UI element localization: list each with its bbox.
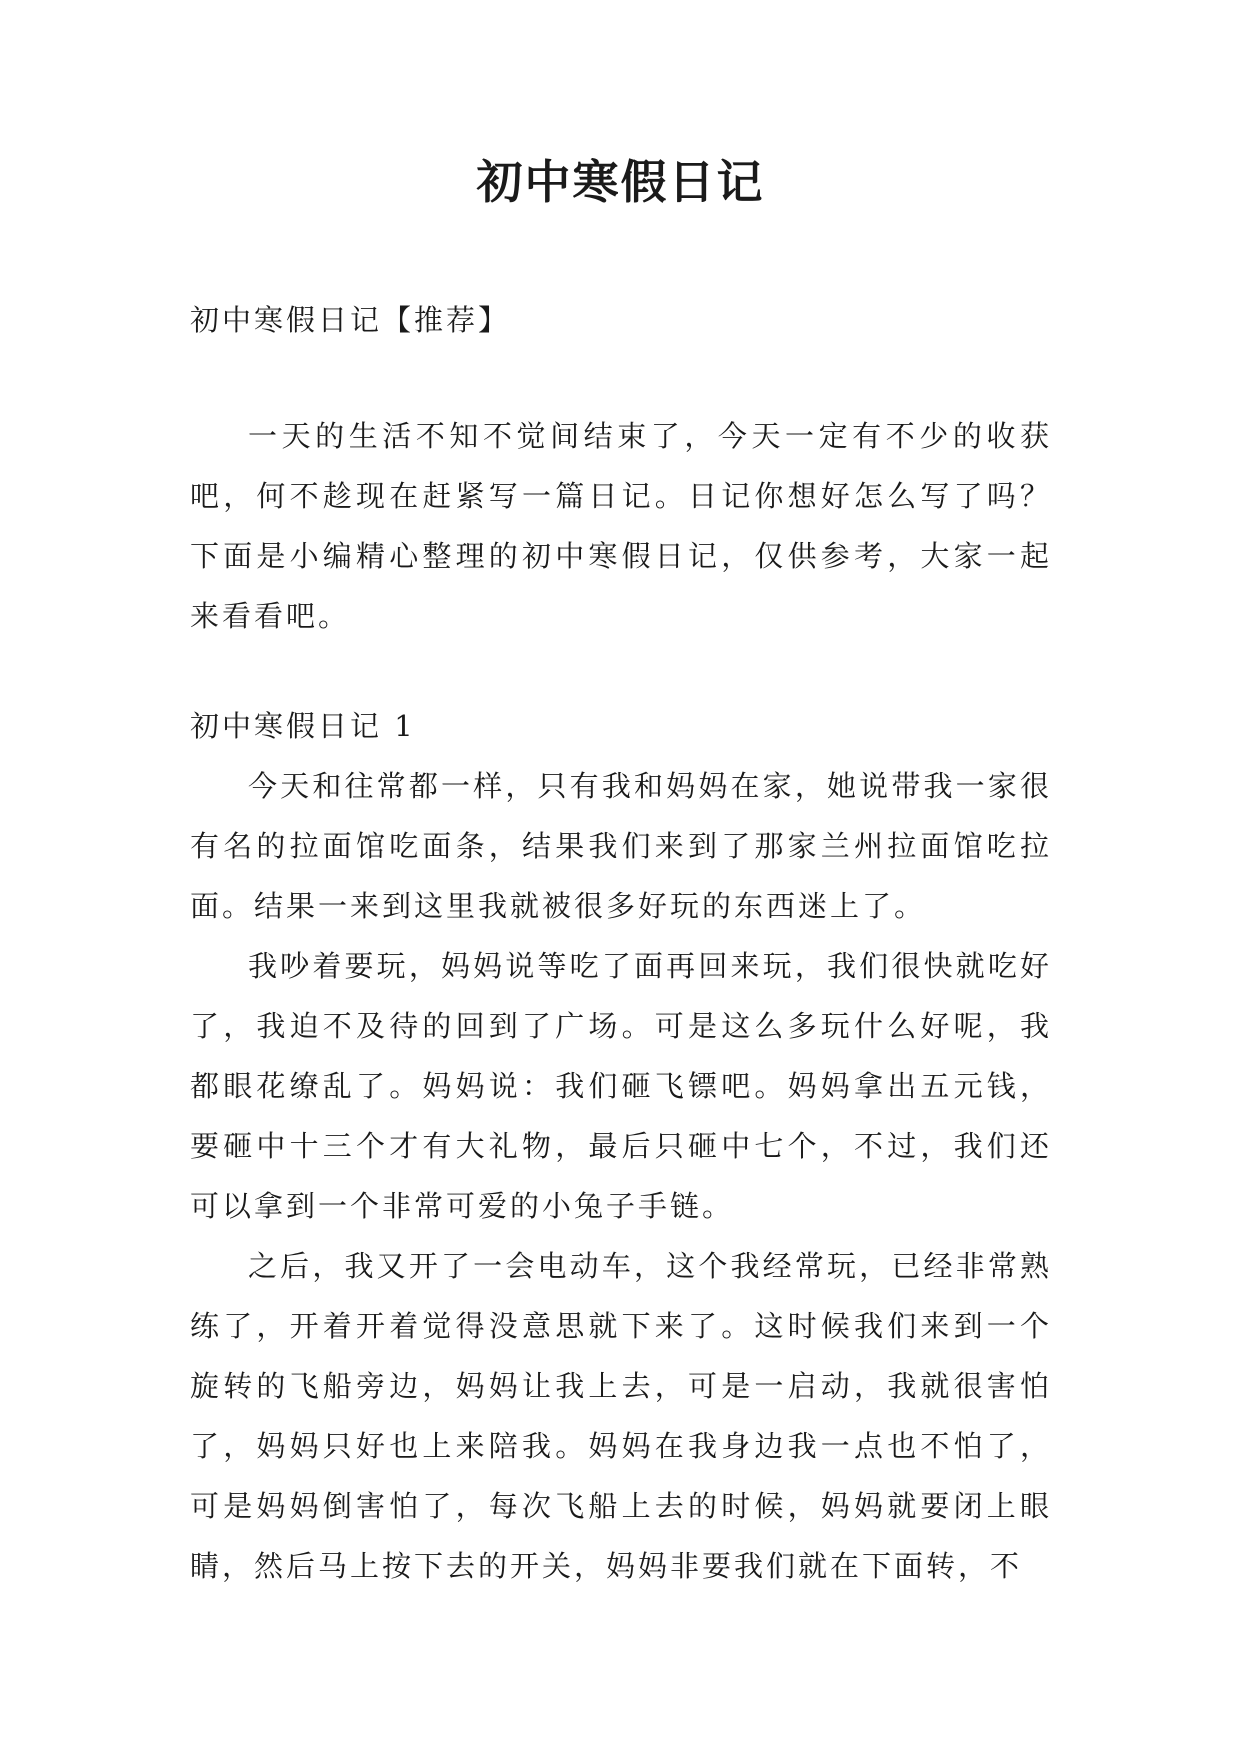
document-subtitle: 初中寒假日记【推荐】 (190, 303, 511, 337)
document-body (190, 290, 1052, 1596)
section-heading: 初中寒假日记 1 (190, 709, 416, 743)
document-title: 初中寒假日记 (476, 155, 765, 209)
body-paragraph: 今天和往常都一样，只有我和妈妈在家，她说带我一家很有名的拉面馆吃面条，结果我们来到了那家兰州拉面馆吃拉面。结果一来到这里我就被很多好玩的东西迷上了。 (190, 769, 1052, 923)
body-paragraph: 之后，我又开了一会电动车，这个我经常玩，已经非常熟练了，开着开着觉得没意思就下来了。这时候我们来到一个旋转的飞船旁边，妈妈让我上去，可是一启动，我就很害怕了，妈妈只好也上来陪我。妈妈在我身边我一点也不怕了，可是妈妈倒害怕了，每次飞船上去的时候，妈妈就要闭上眼睛，然后马上按下去的开关，妈妈非要我们就在下面转，不 (190, 1249, 1052, 1583)
intro-paragraph: 一天的生活不知不觉间结束了，今天一定有不少的收获吧，何不趁现在赶紧写一篇日记。日记你想好怎么写了吗？下面是小编精心整理的初中寒假日记，仅供参考，大家一起来看看吧。 (190, 419, 1052, 633)
body-paragraph: 我吵着要玩，妈妈说等吃了面再回来玩，我们很快就吃好了，我迫不及待的回到了广场。可是这么多玩什么好呢，我都眼花缭乱了。妈妈说：我们砸飞镖吧。妈妈拿出五元钱，要砸中十三个才有大礼物，最后只砸中七个，不过，我们还可以拿到一个非常可爱的小兔子手链。 (190, 949, 1052, 1223)
